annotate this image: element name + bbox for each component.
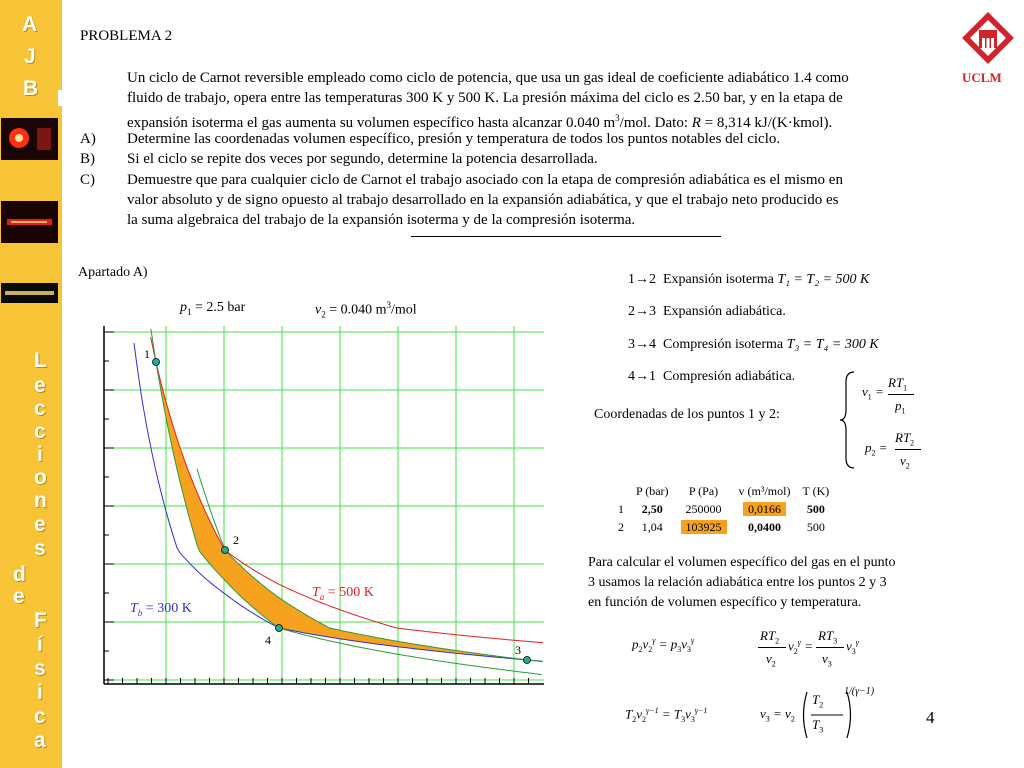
table-cell: 2,50 — [641, 501, 663, 516]
side-letter: c — [34, 397, 46, 420]
item-c-text-3: la suma algebraica del trabajo de la expansión isoterma y de la compresión isoterma. — [127, 212, 636, 228]
eq-bar — [758, 647, 786, 648]
side-letter: i — [37, 681, 43, 704]
intro-sup: 3 — [615, 113, 620, 123]
item-c-label: C) — [80, 172, 95, 188]
sub: 1 — [187, 306, 192, 317]
step-1 — [628, 272, 869, 288]
side-letter: L — [34, 349, 47, 372]
label-value: = 500 K — [324, 585, 374, 600]
eq-tv: $T_2v_2^{\gamma-1} = T_3v_3^{\gamma-1}$ — [625, 706, 708, 724]
step-points: 2→3 — [628, 304, 656, 319]
sidebar — [0, 0, 62, 768]
table-row — [612, 500, 835, 518]
side-letter: F — [34, 609, 47, 632]
step-desc: Compresión isoterma — [663, 337, 787, 352]
cycle-point-4 — [276, 625, 283, 632]
paragraph-line: 3 usamos la relación adiabática entre los puntos 2 y 3 — [588, 575, 887, 590]
table-cell: 1 — [618, 501, 624, 516]
step-desc: Compresión adiabática. — [663, 369, 796, 384]
table-cell: 500 — [806, 519, 825, 534]
table-row — [612, 518, 835, 536]
side-letter: s — [34, 537, 46, 560]
table-cell: 0,0400 — [748, 519, 782, 534]
eq-v2-den: $v_2$ — [766, 651, 776, 669]
item-c-text-2: valor absoluto y de signo opuesto al trabajo desarrollado en la expansión adiabática, y que el trabajo neto producido es — [127, 192, 839, 208]
item-b-text: Si el ciclo se repite dos veces por segundo, determine la potencia desarrollada. — [127, 151, 598, 167]
intro-text: /mol. Dato: — [619, 115, 692, 131]
eq-t2: $T_2$ — [812, 692, 824, 710]
eq-p2-num: $RT_2$ — [895, 430, 915, 448]
problem-intro-line-2: fluido de trabajo, opera entre las temperaturas 300 K y 500 K. La presión máxima del ciclo es 2.50 bar, y en la etapa de — [127, 90, 843, 106]
sup: 3 — [386, 300, 392, 310]
logo-letter-j: J — [24, 45, 36, 68]
problem-intro-line-1: Un ciclo de Carnot reversible empleado como ciclo de potencia, que usa un gas ideal de coeficiente adiabático 1.4 como — [127, 70, 849, 86]
eq-p2-lhs: $p_2$ = — [865, 440, 888, 458]
intro-r-symbol: R — [691, 115, 701, 131]
cycle-point-1 — [153, 359, 160, 366]
item-a-text: Determine las coordenadas volumen específico, presión y temperatura de todos los puntos notables del ciclo. — [127, 131, 781, 147]
divider — [411, 236, 721, 237]
given-v2 — [315, 300, 417, 319]
label-tb — [130, 601, 192, 618]
intro-text: expansión isoterma el gas aumenta su volumen específico hasta alcanzar 0.040 m — [127, 115, 616, 131]
side-letter: a — [34, 729, 46, 752]
sub: b — [137, 607, 143, 618]
table-cell — [675, 518, 733, 536]
adiabat-2 — [197, 469, 543, 662]
problem-title: PROBLEMA 2 — [80, 28, 173, 44]
step-cond: T₃ = T₄ = 300 K — [786, 337, 879, 352]
eq-adiabatic-pv: $p_2v_2^\gamma = p_3v_3^\gamma$ — [632, 636, 695, 654]
step-cond: T₁ = T₂ = 500 K — [777, 272, 870, 287]
eq-p2-bar — [895, 449, 921, 450]
page-number: 4 — [926, 708, 935, 727]
sub: 2 — [321, 309, 326, 320]
cycle-point-label: 2 — [233, 533, 239, 547]
given-p1 — [180, 300, 245, 317]
side-letter: e — [34, 374, 46, 397]
eq-v1-bar — [888, 394, 914, 395]
cycle-point-label: 1 — [144, 347, 150, 361]
p-symbol: p — [180, 300, 187, 315]
uclm-emblem-icon — [958, 10, 1018, 72]
step-4 — [628, 369, 795, 385]
side-letter: e — [34, 513, 46, 536]
side-letter: d — [13, 563, 26, 586]
paragraph-line: en función de volumen específico y temperatura. — [588, 595, 862, 610]
table-cell: 250000 — [685, 501, 722, 516]
eq-v1-den: $p_1$ — [895, 398, 906, 416]
t-symbol: T — [312, 585, 320, 600]
adiabat-1 — [151, 329, 542, 675]
eq-v3-lhs: $v_3 = v_2$ — [760, 706, 795, 724]
results-table — [612, 482, 835, 536]
eq-v3-den: $v_3$ — [822, 651, 832, 669]
table-header: v (m³/mol) — [738, 483, 791, 498]
table-header: P (Pa) — [688, 483, 719, 498]
step-points: 3→4 — [628, 337, 656, 352]
side-letter: í — [37, 633, 43, 656]
lab-photo-1 — [1, 118, 58, 160]
intro-text: = 8,314 kJ/(K·kmol). — [700, 115, 833, 131]
step-desc: Expansión adiabática. — [663, 304, 786, 319]
eq-rt2-num: $RT_2$ — [760, 628, 780, 646]
uclm-logo-text: UCLM — [962, 70, 1002, 85]
side-letter: c — [34, 705, 46, 728]
table-cell: 500 — [806, 501, 825, 516]
eq-exponent: 1/(γ−1) — [844, 686, 875, 697]
table-header: T (K) — [802, 483, 830, 498]
given-value: = 0.040 m — [325, 302, 387, 318]
step-points: 1→2 — [628, 272, 656, 287]
label-value: = 300 K — [142, 601, 192, 616]
eq-rt3-num: $RT_3$ — [818, 628, 838, 646]
item-c-text-1: Demuestre que para cualquier ciclo de Carnot el trabajo asociado con la etapa de compresión adiabática es el mismo en — [127, 172, 843, 188]
table-header: P (bar) — [636, 483, 669, 498]
label-ta — [312, 585, 374, 602]
paragraph-line: Para calcular el volumen específico del gas en el punto — [588, 555, 896, 570]
paragraph — [588, 553, 896, 613]
lab-photo-3 — [1, 283, 58, 303]
highlight: 0,0166 — [743, 502, 786, 516]
eq-v1-num: $RT_1$ — [888, 375, 908, 393]
item-a-label: A) — [80, 131, 96, 147]
t-symbol: T — [130, 601, 138, 616]
logo-letter-b: B — [23, 77, 39, 100]
paren-icon — [799, 690, 861, 740]
v-symbol: v — [315, 302, 322, 318]
table-cell — [733, 500, 797, 518]
given-value: = 2.5 bar — [191, 300, 246, 315]
highlight: 103925 — [681, 520, 727, 534]
cycle-point-2 — [222, 547, 229, 554]
uclm-logo — [958, 10, 1018, 90]
table-header-row — [612, 482, 835, 500]
step-2 — [628, 304, 786, 320]
side-letter: n — [34, 489, 47, 512]
side-letter: s — [34, 657, 46, 680]
step-points: 4→1 — [628, 369, 656, 384]
section-title: Apartado A) — [78, 265, 148, 280]
cycle-point-3 — [524, 657, 531, 664]
table-cell: 1,04 — [641, 519, 663, 534]
step-3 — [628, 337, 879, 353]
eq-mid: $v_2^\gamma$ = — [788, 638, 813, 656]
side-letter: o — [34, 466, 47, 489]
coords-label: Coordenadas de los puntos 1 y 2: — [594, 407, 780, 422]
side-letter: i — [37, 443, 43, 466]
side-letter: c — [34, 420, 46, 443]
eq-v1-lhs: $v_1$ = — [862, 384, 884, 402]
eq-p2-den: $v_2$ — [900, 453, 910, 471]
pv-diagram — [96, 326, 548, 688]
side-letter: e — [13, 585, 25, 608]
eq-t3: $T_3$ — [812, 717, 824, 735]
logo-letter-a: A — [22, 13, 38, 36]
cycle-area — [156, 362, 527, 660]
step-desc: Expansión isoterma — [663, 272, 778, 287]
item-b-label: B) — [80, 151, 95, 167]
cycle-point-label: 3 — [515, 643, 521, 657]
brace-icon — [838, 370, 858, 470]
table-header — [612, 482, 630, 500]
given-unit: /mol — [391, 302, 417, 318]
table-cell: 2 — [618, 519, 624, 534]
eq-v3-pow: $v_3^\gamma$ — [846, 638, 859, 656]
logo-bracket — [58, 90, 62, 106]
sub: a — [319, 591, 325, 602]
eq-bar — [816, 647, 844, 648]
cycle-point-label: 4 — [265, 633, 271, 647]
lab-photo-2 — [1, 201, 58, 243]
